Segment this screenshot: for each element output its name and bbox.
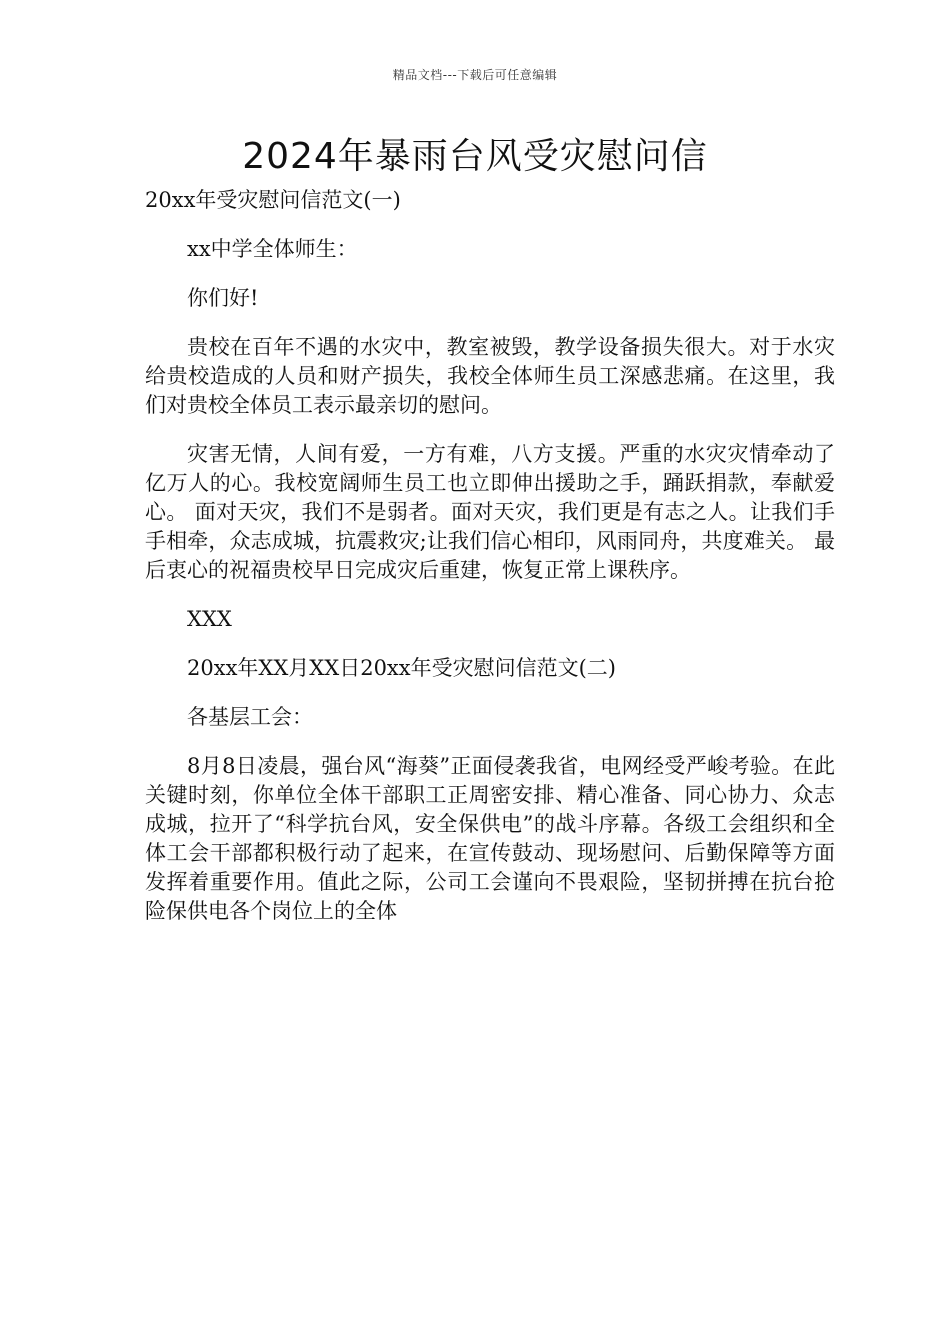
greeting: 你们好! (187, 286, 259, 310)
body-paragraph: 贵校在百年不遇的水灾中，教室被毁，教学设备损失很大。对于水灾给贵校造成的人员和财产损失，我校全体师生员工深感悲痛。在这里，我们对贵校全体员工表示最亲切的慰问。 (145, 335, 835, 417)
header-note: 精品文档---下载后可任意编辑 (392, 68, 558, 82)
salutation-recipient-1: xx中学全体师生： (187, 237, 358, 261)
body-paragraph: 灾害无情，人间有爱，一方有难，八方支援。严重的水灾灾情牵动了亿万人的心。我校宽阔师生员工也立即伸出援助之手，踊跃捐款，奉献爱心。 面对天灾，我们不是弱者。面对天灾，我们更是有志之人。让我们手手相牵，众志成城，抗震救灾;让我们信心相印，风雨同舟，共度难关。 最后衷心的祝福贵校早日完成灾后重建，恢复正常上课秩序。 (145, 442, 835, 582)
signature: XXX (187, 607, 232, 631)
body-paragraph: 8月8日凌晨，强台风“海葵”正面侵袭我省，电网经受严峻考验。在此关键时刻，你单位全体干部职工正周密安排、精心准备、同心协力、众志成城，拉开了“科学抗台风，安全保供电”的战斗序幕。各级工会组织和全体工会干部都积极行动了起来，在宣传鼓动、现场慰问、后勤保障等方面发挥着重要作用。值此之际，公司工会谨向不畏艰险，坚韧拼搏在抗台抢险保供电各个岗位上的全体 (145, 754, 835, 923)
date-and-section-heading-2: 20xx年XX月XX日20xx年受灾慰问信范文(二) (187, 656, 617, 680)
section-heading-1: 20xx年受灾慰问信范文(一) (145, 188, 401, 212)
document-body (145, 186, 835, 946)
salutation-recipient-2: 各基层工会： (187, 705, 313, 729)
page-title: 2024年暴雨台风受灾慰问信 (242, 136, 708, 177)
